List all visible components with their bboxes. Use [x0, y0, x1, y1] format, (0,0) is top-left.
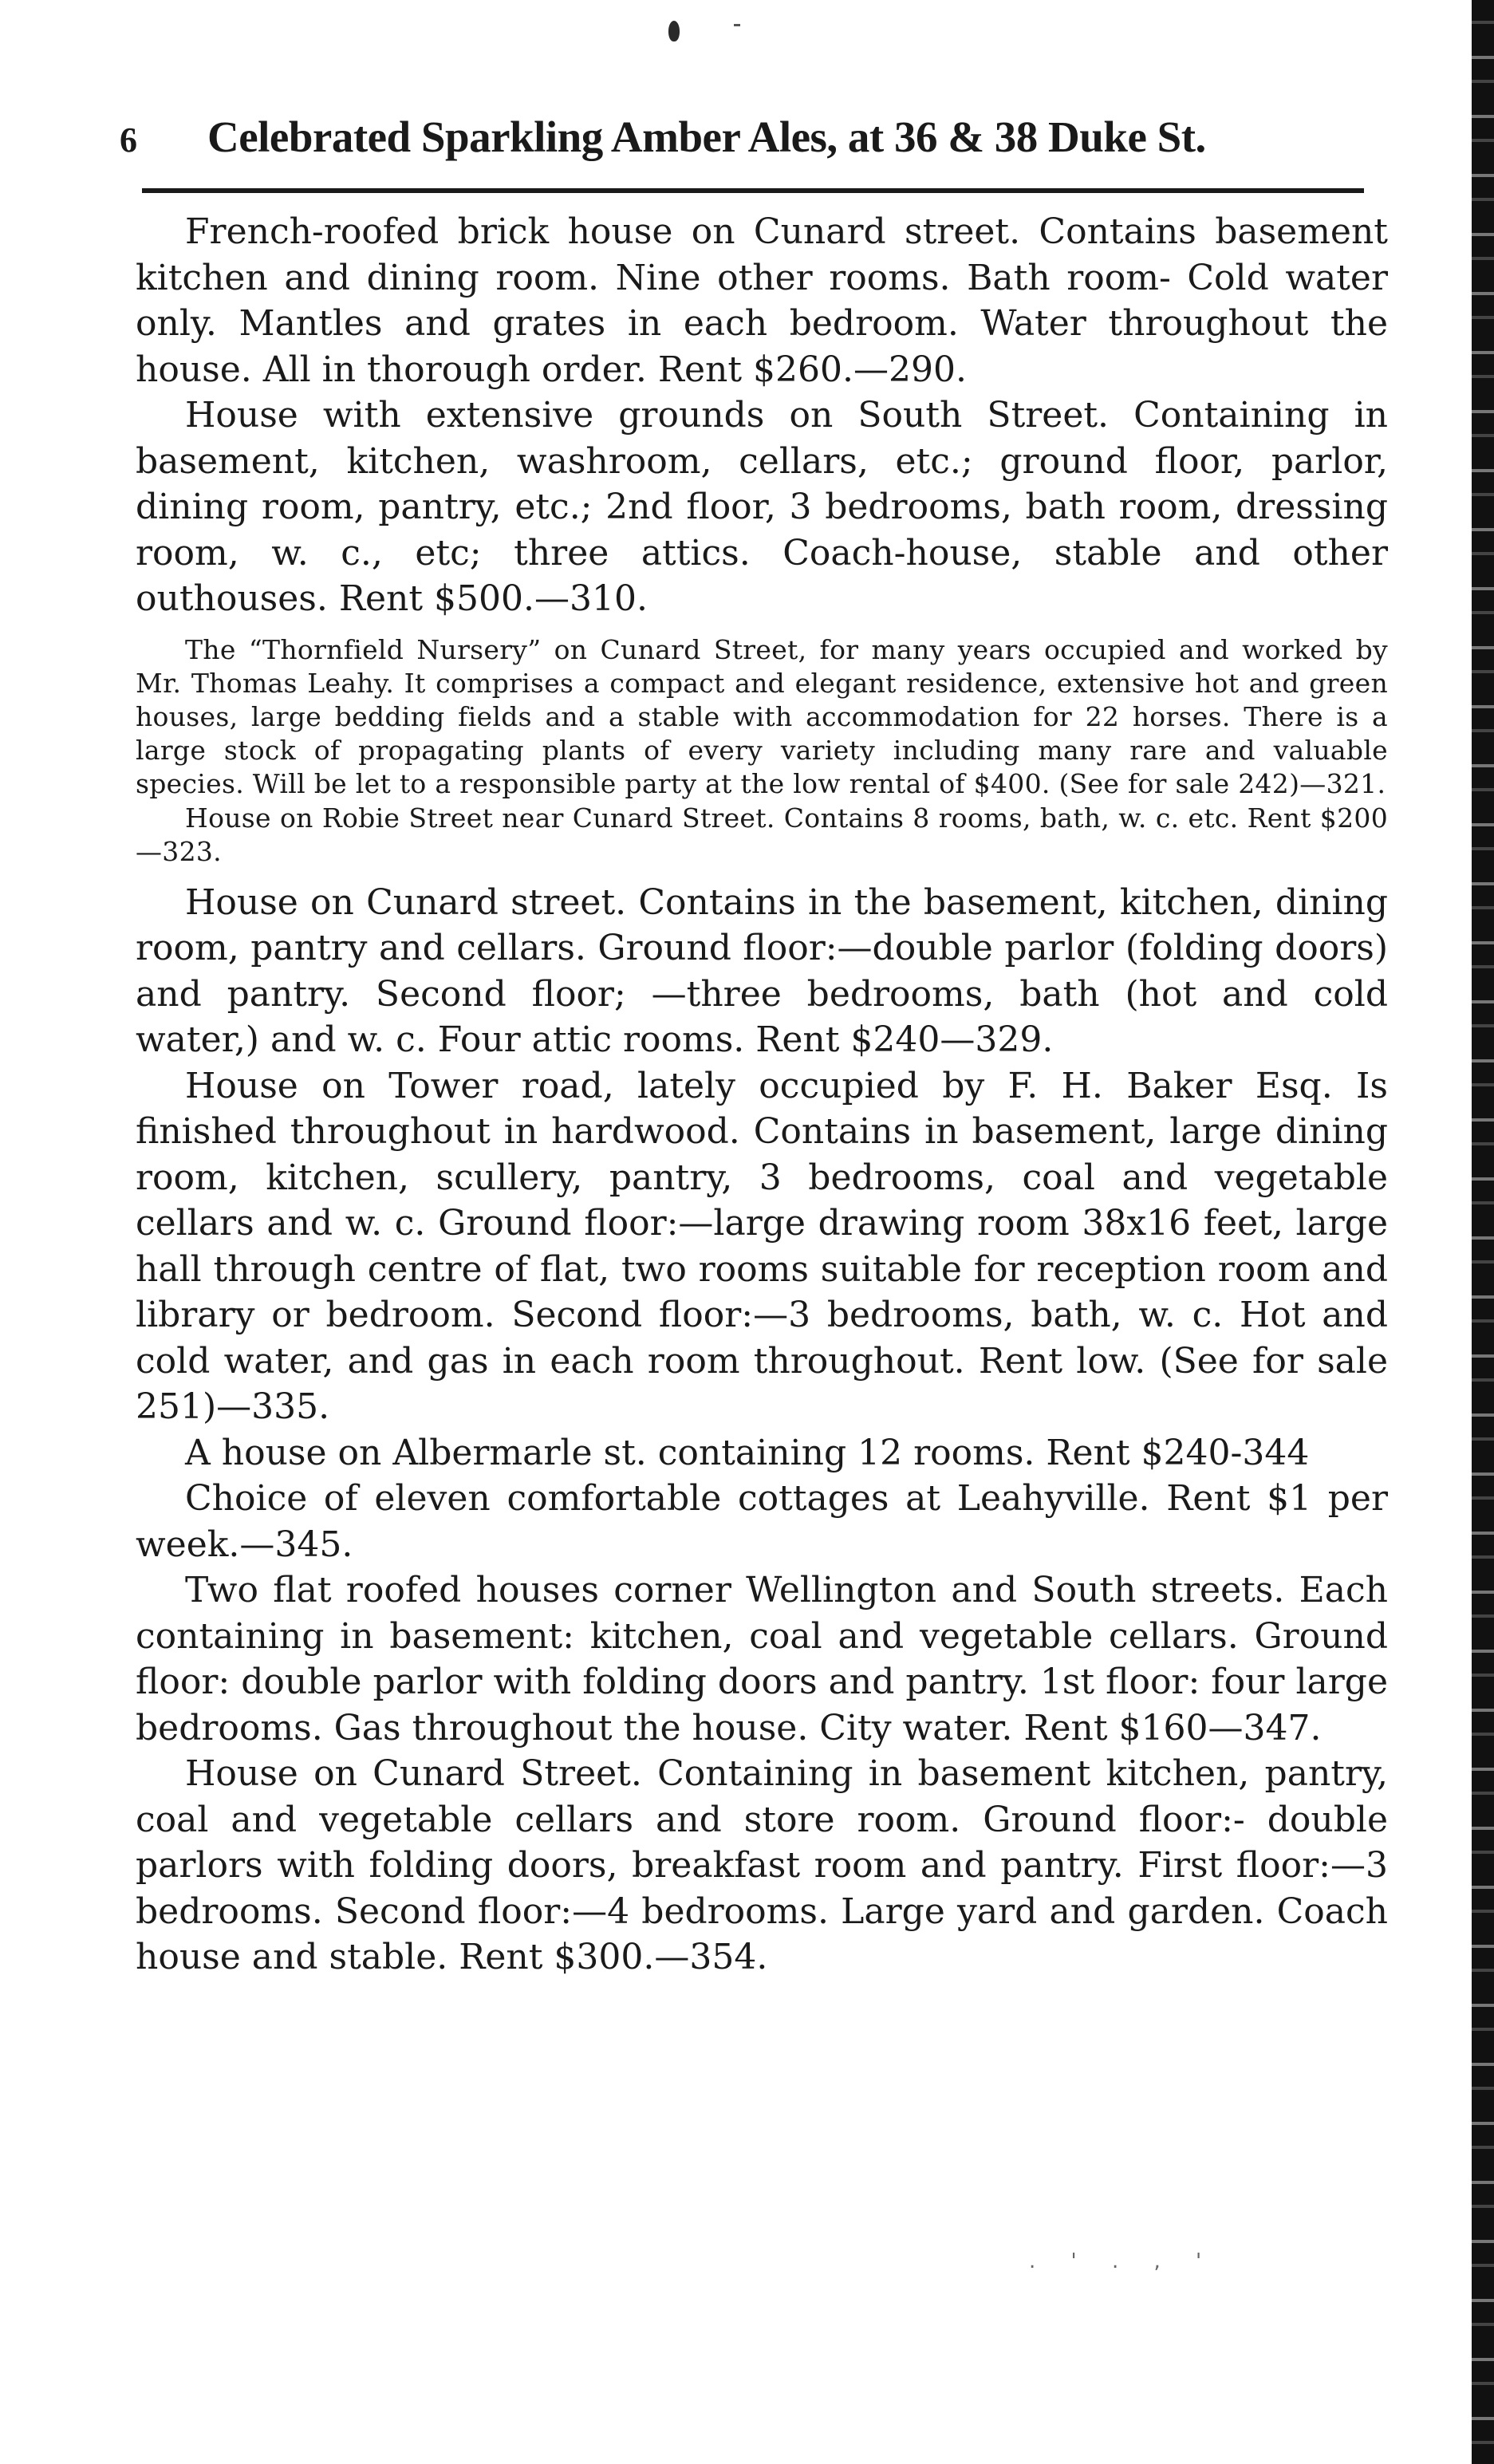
- ink-blot: [668, 21, 680, 41]
- listing-paragraph: House on Tower road, lately occupied by F. H. Baker Esq. Is finished throughout in hardwood. Contains in basement, large dining room, kitchen, scullery, pantry, 3 bedrooms, coal and vegetable cellars and w. c. Ground floor:—large drawing room 38x16 feet, large hall through centre of flat, two rooms suitable for reception room and library or bedroom. Second floor:—3 bedrooms, bath, w. c. Hot and cold water, and gas in each room throughout. Rent low. (See for sale 251)—335.: [136, 1065, 1388, 1428]
- ink-speck: [734, 24, 740, 26]
- listing-paragraph-small: House on Robie Street near Cunard Street. Contains 8 rooms, bath, w. c. etc. Rent $200—323.: [136, 802, 1388, 867]
- page-number: 6: [120, 120, 137, 160]
- header-rule: [142, 188, 1364, 193]
- running-header: [120, 112, 1364, 183]
- listing-paragraph: Choice of eleven comfortable cottages at Leahyville. Rent $1 per week.—345.: [136, 1478, 1388, 1565]
- print-specks: . ' . , ': [1029, 2249, 1216, 2273]
- listings-body: [136, 209, 1388, 1981]
- listing-paragraph: House on Cunard Street. Containing in basement kitchen, pantry, coal and vegetable cellars and store room. Ground floor:- double parlors with folding doors, breakfast room and pantry. First floor:—3 bedrooms. Second floor:—4 bedrooms. Large yard and garden. Coach house and stable. Rent $300.—354.: [136, 1753, 1388, 1978]
- page-edge-border: [1472, 0, 1494, 2464]
- listing-paragraph: Two flat roofed houses corner Wellington and South streets. Each containing in basement: kitchen, coal and vegetable cellars. Ground floor: double parlor with folding doors and pantry. 1st floor: four large bedrooms. Gas throughout the house. City water. Rent $160—347.: [136, 1570, 1388, 1748]
- listing-paragraph: A house on Albermarle st. containing 12 rooms. Rent $240-344: [185, 1432, 1310, 1473]
- header-title: Celebrated Sparkling Amber Ales, at 36 & 38 Duke St.: [207, 112, 1206, 161]
- listing-paragraph: House with extensive grounds on South Street. Containing in basement, kitchen, washroom, cellars, etc.; ground floor, parlor, dining room, pantry, etc.; 2nd floor, 3 bedrooms, bath room, dressing room, w. c., etc; three attics. Coach-house, stable and other outhouses. Rent $500.—310.: [136, 395, 1388, 619]
- listing-paragraph: French-roofed brick house on Cunard street. Contains basement kitchen and dining room. Nine other rooms. Bath room- Cold water only. Mantles and grates in each bedroom. Water throughout the house. All in thorough order. Rent $260.—290.: [136, 211, 1388, 390]
- listing-paragraph: House on Cunard street. Contains in the basement, kitchen, dining room, pantry and cellars. Ground floor:—double parlor (folding doors) and pantry. Second floor; —three bedrooms, bath (hot and cold water,) and w. c. Four attic rooms. Rent $240—329.: [136, 881, 1388, 1061]
- listing-paragraph-small: The “Thornfield Nursery” on Cunard Street, for many years occupied and worked by Mr. Thomas Leahy. It comprises a compact and elegant residence, extensive hot and green houses, large bedding fields and a stable with accommodation for 22 horses. There is a large stock of propagating plants of every variety including many rare and valuable species. Will be let to a responsible party at the low rental of $400. (See for sale 242)—321.: [136, 633, 1388, 800]
